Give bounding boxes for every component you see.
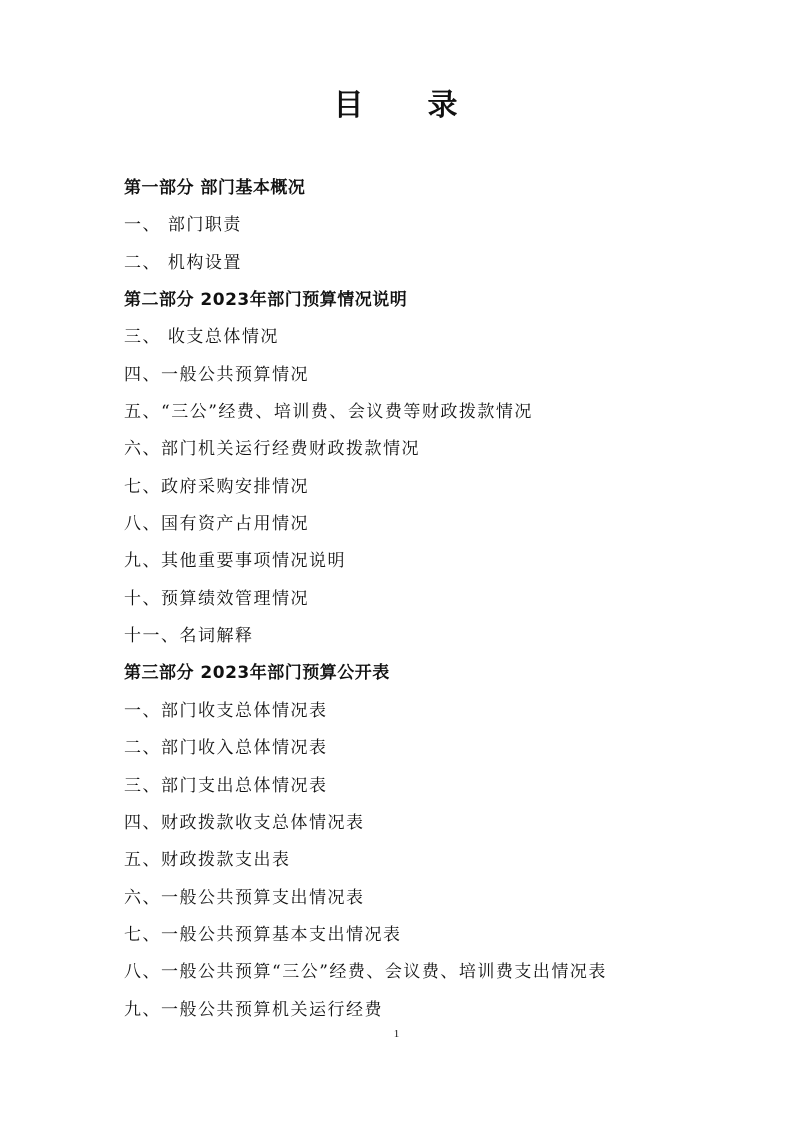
- toc-entry-text: 三、 收支总体情况: [124, 327, 279, 348]
- toc-entry: [124, 618, 684, 655]
- toc-entry-text: 九、一般公共预算机关运行经费: [124, 999, 383, 1020]
- toc-entry-text: 七、政府采购安排情况: [124, 476, 309, 497]
- toc-section-heading: [124, 655, 684, 692]
- toc-entry: [124, 954, 684, 991]
- toc-section-heading: [124, 170, 684, 207]
- toc-entry: [124, 245, 684, 282]
- toc-entry-text: 五、财政拨款支出表: [124, 850, 291, 871]
- toc-entry: [124, 207, 684, 244]
- toc-entry-text: 七、一般公共预算基本支出情况表: [124, 924, 402, 945]
- toc-entry: [124, 319, 684, 356]
- title-char-1: 目: [333, 88, 366, 123]
- toc-entry-text: 六、部门机关运行经费财政拨款情况: [124, 439, 420, 460]
- page-number: 1: [393, 1028, 400, 1040]
- page-title: [0, 80, 793, 124]
- toc-entry: [124, 805, 684, 842]
- toc-entry-text: 四、财政拨款收支总体情况表: [124, 812, 365, 833]
- toc-entry-text: 四、一般公共预算情况: [124, 364, 309, 385]
- toc-entry-text: 一、部门收支总体情况表: [124, 700, 328, 721]
- toc-entry: [124, 842, 684, 879]
- toc-entry: [124, 543, 684, 580]
- toc-entry: [124, 506, 684, 543]
- toc-entry: [124, 880, 684, 917]
- toc-entry-text: 第三部分 2023年部门预算公开表: [124, 663, 390, 684]
- toc-entry: [124, 357, 684, 394]
- toc-entry-text: 第二部分 2023年部门预算情况说明: [124, 290, 408, 311]
- toc-entry-text: 第一部分 部门基本概况: [124, 178, 306, 198]
- toc-entry: [124, 431, 684, 468]
- toc-entry-text: 六、一般公共预算支出情况表: [124, 887, 365, 908]
- toc-entry-text: 一、 部门职责: [124, 215, 242, 236]
- toc-entry: [124, 992, 684, 1029]
- toc-entry-text: 三、部门支出总体情况表: [124, 775, 328, 796]
- toc-entry: [124, 768, 684, 805]
- toc-entry-text: 九、其他重要事项情况说明: [124, 551, 346, 572]
- toc-entry-text: 二、部门收入总体情况表: [124, 738, 328, 759]
- toc-entry-text: 五、“三公”经费、培训费、会议费等财政拨款情况: [124, 402, 533, 423]
- toc-entry: [124, 730, 684, 767]
- toc-entry: [124, 394, 684, 431]
- table-of-contents: [124, 170, 684, 1029]
- toc-entry: [124, 693, 684, 730]
- toc-entry-text: 八、一般公共预算“三公”经费、会议费、培训费支出情况表: [124, 962, 607, 983]
- toc-entry: [124, 469, 684, 506]
- toc-entry-text: 十、预算绩效管理情况: [124, 588, 309, 609]
- toc-entry: [124, 917, 684, 954]
- toc-section-heading: [124, 282, 684, 319]
- toc-entry-text: 八、国有资产占用情况: [124, 514, 309, 535]
- toc-entry-text: 十一、名词解释: [124, 626, 254, 647]
- toc-entry: [124, 581, 684, 618]
- toc-entry-text: 二、 机构设置: [124, 252, 242, 273]
- title-char-2: 录: [427, 88, 460, 123]
